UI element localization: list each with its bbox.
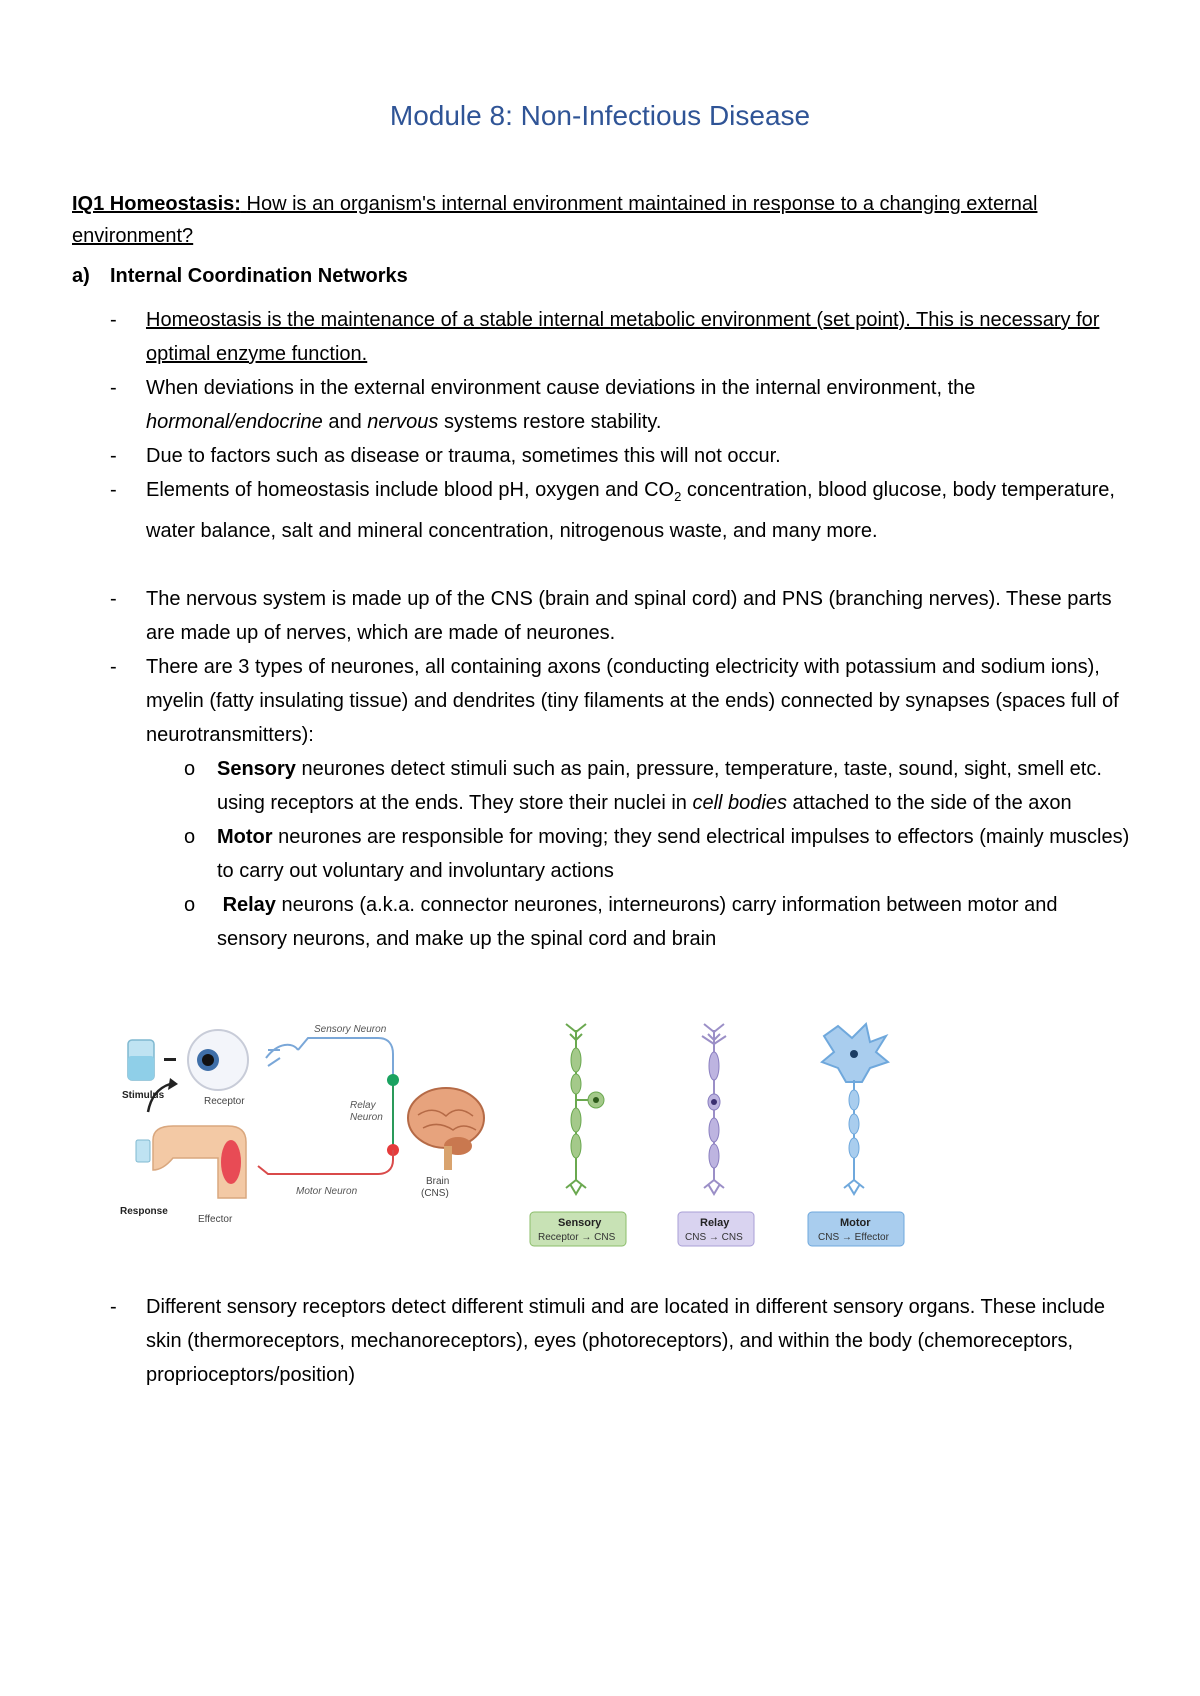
relay-neuron-label-2: Neuron <box>350 1112 383 1123</box>
sensory-type-box <box>530 1212 626 1246</box>
list-item: - There are 3 types of neurones, all containing axons (conducting electricity with potassium and sodium ions), myelin (fatty insulating tissue) and dendrites (tiny filaments at the ends) connected by synapses (spaces full of neurotransmitters): <box>110 656 1119 746</box>
sensory-neuron-label: Sensory Neuron <box>314 1024 387 1035</box>
receptor-label: Receptor <box>204 1096 245 1107</box>
effector-label: Effector <box>198 1214 233 1225</box>
section-letter: a) <box>72 265 90 287</box>
motor-neuron-illustration <box>822 1024 888 1194</box>
bullet-text: Due to factors such as disease or trauma, sometimes this will not occur. <box>146 445 781 467</box>
motor-box-title: Motor <box>840 1217 871 1229</box>
arm-effector-icon <box>136 1126 246 1198</box>
inquiry-question <box>72 188 1072 252</box>
bullet-text: The nervous system is made up of the CNS (brain and spinal cord) and PNS (branching nerves). These parts are made up of nerves, which are made of neurones. <box>146 588 1112 644</box>
bullet-text: There are 3 types of neurones, all containing axons (conducting electricity with potassium and sodium ions), myelin (fatty insulating tissue) and dendrites (tiny filaments at the ends) connected by synapses (spaces full of neurotransmitters): <box>146 656 1119 746</box>
motor-neuron-label: Motor Neuron <box>296 1186 358 1197</box>
sub-list-item: o Motor neurones are responsible for moving; they send electrical impulses to effectors (mainly muscles) to carry out voluntary and involuntary actions <box>184 826 1130 882</box>
bullet-text: Homeostasis is the maintenance of a stable internal metabolic environment (set point). This is necessary for optimal enzyme function. <box>146 309 1100 365</box>
relay-type-box <box>678 1212 754 1246</box>
relay-neuron-label-1: Relay <box>350 1100 376 1111</box>
sub-list-item: o Sensory neurones detect stimuli such as pain, pressure, temperature, taste, sound, sight, smell etc. using receptors at the ends. They store their nuclei in cell bodies attached to the side of the axon <box>184 758 1102 814</box>
bullet-text: Elements of homeostasis include blood pH, oxygen and CO <box>146 479 675 501</box>
bullet-list-2 <box>72 1290 1132 1392</box>
stimulus-glass-icon <box>128 1040 154 1080</box>
sensory-box-sub: Receptor → CNS <box>538 1232 616 1243</box>
section-heading <box>72 265 408 288</box>
relay-box-title: Relay <box>700 1217 730 1229</box>
brain-label-1: Brain <box>426 1176 450 1187</box>
list-item: - Due to factors such as disease or trauma, sometimes this will not occur. <box>110 445 781 467</box>
bullet-list <box>72 303 1132 956</box>
list-item: - Elements of homeostasis include blood pH, oxygen and $CO_2$ concentration, blood glucose, body temperature, water balance, salt and mineral concentration, nitrogenous waste, and many more. <box>110 479 1115 542</box>
inquiry-label: IQ1 Homeostasis: <box>72 193 241 215</box>
bullet-text: Different sensory receptors detect different stimuli and are located in different sensory organs. These include skin (thermoreceptors, mechanoreceptors), eyes (photoreceptors), and within the body (chemoreceptors, proprioceptors/position) <box>146 1296 1106 1386</box>
inquiry-text: How is an organism's internal environment maintained in response to a changing external environment? <box>72 193 1038 247</box>
brain-label-2: (CNS) <box>421 1188 449 1199</box>
sensory-neuron-illustration <box>566 1024 604 1194</box>
list-item: - Homeostasis is the maintenance of a stable internal metabolic environment (set point). This is necessary for optimal enzyme function. <box>110 309 1100 365</box>
relay-neuron-illustration <box>702 1024 726 1194</box>
neuron-diagram-svg <box>118 1020 978 1270</box>
sub-list-item: o Relay neurons (a.k.a. connector neurones, interneurons) carry information between motor and sensory neurons, and make up the spinal cord and brain <box>184 894 1058 950</box>
relay-box-sub: CNS → CNS <box>685 1232 743 1243</box>
list-item: - The nervous system is made up of the CNS (brain and spinal cord) and PNS (branching nerves). These parts are made up of nerves, which are made of neurones. <box>110 588 1112 644</box>
stimulus-label: Stimulus <box>122 1090 165 1101</box>
list-item: - Different sensory receptors detect different stimuli and are located in different sensory organs. These include skin (thermoreceptors, mechanoreceptors), eyes (photoreceptors), and within the body (chemoreceptors, proprioceptors/position) <box>110 1296 1106 1386</box>
response-label: Response <box>120 1206 168 1217</box>
section-title: Internal Coordination Networks <box>110 265 408 287</box>
sensory-box-title: Sensory <box>558 1217 602 1229</box>
list-item: - When deviations in the external environment cause deviations in the internal environment, the hormonal/endocrine and nervous systems restore stability. <box>110 377 976 433</box>
bullet-text: When deviations in the external environment cause deviations in the internal environment, the <box>146 377 976 399</box>
motor-box-sub: CNS → Effector <box>818 1232 889 1243</box>
brain-icon <box>408 1088 484 1170</box>
page-title: Module 8: Non-Infectious Disease <box>389 100 811 131</box>
eye-receptor-icon <box>188 1030 248 1090</box>
neuron-diagram <box>118 1020 978 1270</box>
motor-type-box <box>808 1212 904 1246</box>
reflex-arc <box>120 1024 484 1225</box>
